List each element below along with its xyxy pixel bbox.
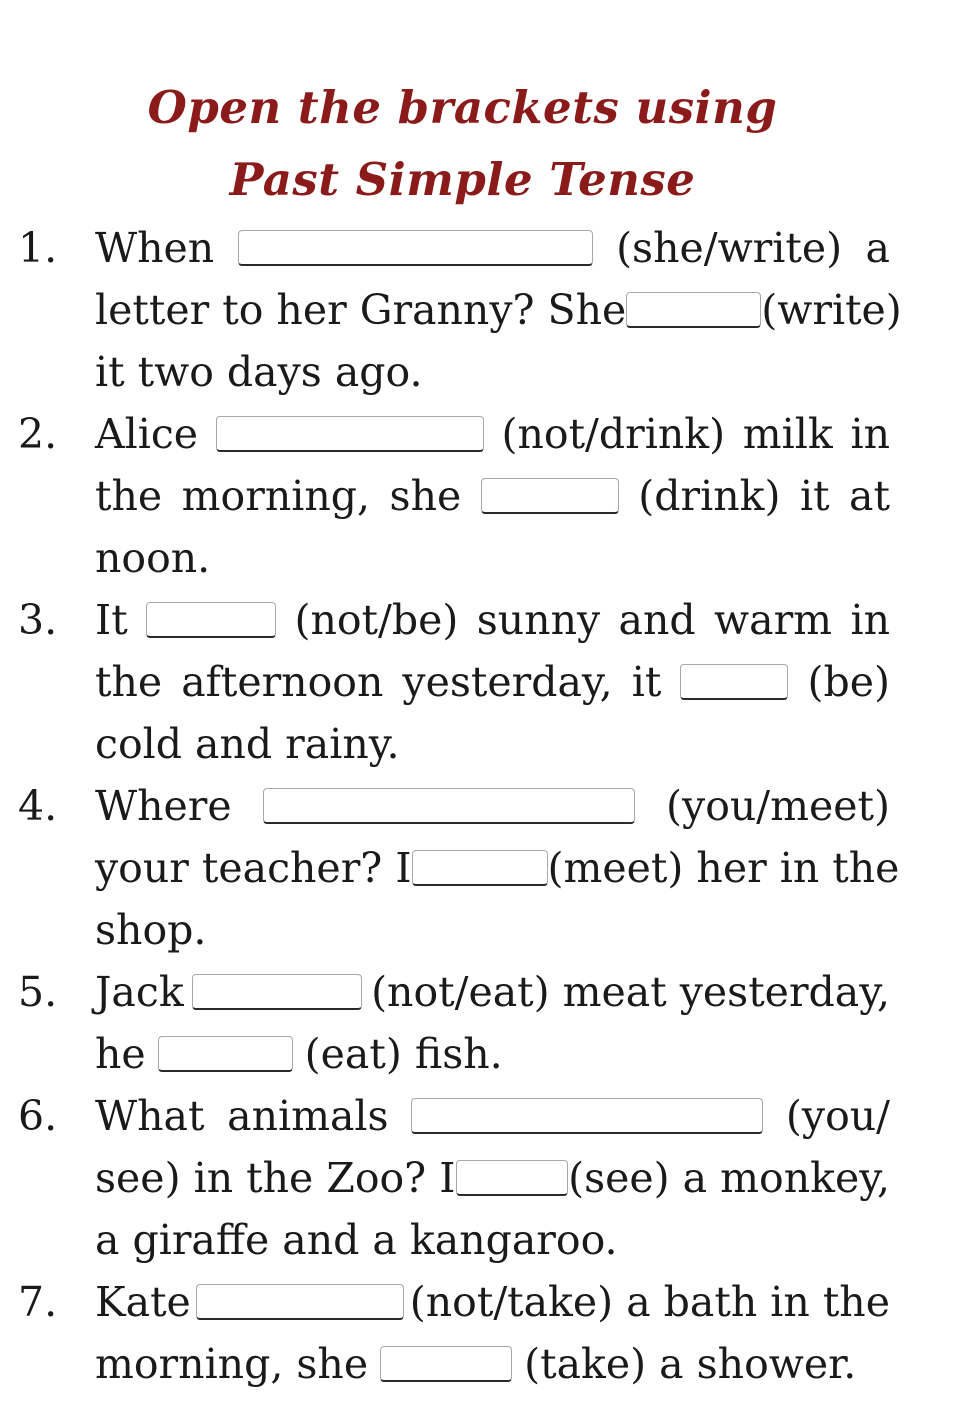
text-fragment: (you/ bbox=[785, 1092, 890, 1140]
text-fragment: It bbox=[95, 596, 128, 644]
exercise-3-line-2 bbox=[95, 651, 890, 713]
answer-box[interactable] bbox=[680, 664, 788, 700]
text-fragment: the bbox=[95, 472, 163, 520]
answer-box[interactable] bbox=[380, 1346, 512, 1382]
exercise-3-line-3 bbox=[95, 713, 890, 775]
text-fragment: (drink) bbox=[638, 472, 781, 520]
exercise-6-line-2 bbox=[95, 1147, 890, 1209]
exercise-number: 7. bbox=[18, 1278, 58, 1326]
text-fragment: in bbox=[850, 596, 890, 644]
answer-box[interactable] bbox=[158, 1036, 293, 1072]
text-fragment: When bbox=[95, 224, 215, 272]
text-fragment: animals bbox=[227, 1092, 389, 1140]
exercise-6-line-3 bbox=[95, 1209, 890, 1271]
text-fragment: and bbox=[618, 596, 696, 644]
text-fragment: a giraffe and a kangaroo. bbox=[95, 1216, 618, 1264]
answer-box[interactable] bbox=[192, 974, 362, 1010]
exercise-4-line-3 bbox=[95, 899, 890, 961]
text-fragment: in bbox=[850, 410, 890, 458]
text-fragment: (not/be) bbox=[294, 596, 459, 644]
answer-box[interactable] bbox=[412, 850, 548, 886]
answer-box[interactable] bbox=[456, 1160, 568, 1196]
text-fragment: Alice bbox=[95, 410, 199, 458]
exercise-1-line-2 bbox=[95, 279, 902, 341]
exercise-number: 3. bbox=[18, 596, 58, 644]
text-fragment: it bbox=[799, 472, 830, 520]
exercise-number: 4. bbox=[18, 782, 58, 830]
exercise-7-line-2 bbox=[95, 1333, 890, 1395]
answer-box[interactable] bbox=[216, 416, 484, 452]
text-fragment: (she/write) bbox=[616, 224, 843, 272]
text-fragment: the bbox=[95, 658, 163, 706]
exercise-6-line-1 bbox=[95, 1085, 890, 1147]
text-fragment: morning, bbox=[181, 472, 371, 520]
exercise-5-line-2 bbox=[95, 1023, 890, 1085]
text-fragment: (take) a shower. bbox=[524, 1340, 857, 1388]
answer-box[interactable] bbox=[146, 602, 276, 638]
text-fragment: (meet) her in the bbox=[547, 844, 900, 892]
exercise-7-line-1 bbox=[95, 1271, 890, 1333]
answer-box[interactable] bbox=[481, 478, 619, 514]
text-fragment: warm bbox=[714, 596, 833, 644]
text-fragment: (be) bbox=[807, 658, 890, 706]
answer-box[interactable] bbox=[411, 1098, 763, 1134]
exercise-number: 1. bbox=[18, 224, 58, 272]
text-fragment: (see) a monkey, bbox=[568, 1154, 890, 1202]
text-fragment: (you/meet) bbox=[666, 782, 890, 830]
worksheet-title-line-1: Open the brackets using bbox=[147, 81, 778, 134]
exercise-4-line-2 bbox=[95, 837, 900, 899]
text-fragment: morning, she bbox=[95, 1340, 369, 1388]
exercise-number: 6. bbox=[18, 1092, 58, 1140]
text-fragment: milk bbox=[742, 410, 833, 458]
text-fragment: afternoon bbox=[181, 658, 384, 706]
exercise-number: 5. bbox=[18, 968, 58, 1016]
text-fragment: Jack bbox=[95, 968, 184, 1016]
text-fragment: see) in the Zoo? I bbox=[95, 1154, 456, 1202]
text-fragment: she bbox=[389, 472, 462, 520]
exercise-5-line-1 bbox=[95, 961, 890, 1023]
exercise-4-line-1 bbox=[95, 775, 890, 837]
text-fragment: (not/drink) bbox=[501, 410, 726, 458]
exercise-2-line-1 bbox=[95, 403, 890, 465]
exercise-3-line-1 bbox=[95, 589, 890, 651]
text-fragment: noon. bbox=[95, 534, 211, 582]
exercise-2-line-2 bbox=[95, 465, 890, 527]
text-fragment: your teacher? I bbox=[95, 844, 412, 892]
text-fragment: it two days ago. bbox=[95, 348, 423, 396]
text-fragment: sunny bbox=[476, 596, 601, 644]
text-fragment: yesterday, bbox=[402, 658, 613, 706]
text-fragment: (not/eat) meat yesterday, bbox=[371, 968, 890, 1016]
text-fragment: it bbox=[631, 658, 662, 706]
worksheet-title-line-2: Past Simple Tense bbox=[229, 153, 696, 206]
exercise-1-line-1 bbox=[95, 217, 890, 279]
answer-box[interactable] bbox=[263, 788, 635, 824]
text-fragment: (not/take) a bath in the bbox=[409, 1278, 890, 1326]
text-fragment: shop. bbox=[95, 906, 207, 954]
text-fragment: at bbox=[849, 472, 890, 520]
text-fragment: Kate bbox=[95, 1278, 191, 1326]
answer-box[interactable] bbox=[238, 230, 593, 266]
answer-box[interactable] bbox=[196, 1284, 404, 1320]
text-fragment: a bbox=[865, 224, 890, 272]
text-fragment: he bbox=[95, 1030, 146, 1078]
exercise-number: 2. bbox=[18, 410, 58, 458]
text-fragment: Where bbox=[95, 782, 232, 830]
exercise-1-line-3 bbox=[95, 341, 890, 403]
text-fragment: What bbox=[95, 1092, 205, 1140]
text-fragment: cold and rainy. bbox=[95, 720, 400, 768]
text-fragment: (eat) fish. bbox=[304, 1030, 503, 1078]
text-fragment: (write) bbox=[761, 286, 902, 334]
text-fragment: letter to her Granny? She bbox=[95, 286, 627, 334]
answer-box[interactable] bbox=[626, 292, 761, 328]
exercise-2-line-3 bbox=[95, 527, 890, 589]
